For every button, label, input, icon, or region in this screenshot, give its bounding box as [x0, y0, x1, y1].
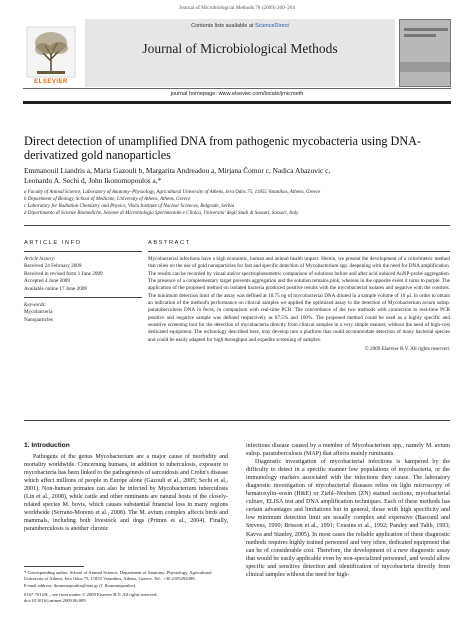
contents-line [85, 23, 395, 29]
journal-header [23, 19, 451, 87]
divider-top [24, 225, 450, 226]
affiliations [24, 189, 450, 217]
homepage-label: journal homepage: [170, 91, 217, 97]
divider-body [24, 420, 450, 421]
authors-line-2: Leonardo A. Sechi d, John Ikonomopoulos a,* [24, 176, 162, 185]
intro-paragraph-1: Pathogens of the genus Mycobacterium are a major cause of morbidity and mortality worldwide. Concerning humans, in addition to tuberculosis, exposure to mycobacteria has been linked to the pathogenesis of sarcoidosis and Crohn's disease which affect millions of people in Europe alone (Gazouli et al., 2005; Sechi et al., 2001). Non-human primates can also be infected by Mycobacterium tuberculosis (Lin et al., 2008), while cattle and other ruminants are natural hosts of the closely-related species M. bovis, which causes substantial financial loss in many regions worldwide (Serrano-Moreno et al., 2008). The M. avium complex affects birds and mammals, including both livestock and dogs (Primm et al., 2004). Finally, paratuberculosis is another chronic [24, 454, 228, 533]
abstract [148, 240, 450, 352]
homepage-url[interactable]: www.elsevier.com/locate/jmicmeth [218, 91, 304, 97]
affiliation-c: c Laboratory for Radiation Chemistry and Physics, Vinča Institute of Nuclear Sciences, Belgrade, Serbia [24, 204, 235, 209]
abstract-copyright: © 2009 Elsevier B.V. All rights reserved. [364, 346, 450, 353]
journal-homepage-bar [23, 88, 451, 104]
elsevier-tree-logo [23, 25, 79, 83]
journal-cover-thumbnail [399, 19, 451, 87]
intro-paragraph-2: Diagnostic investigation of mycobacterial infections is hampered by the difficulty to detect in a specific manner low populations of mycobacteria, or the immunology markers associated with the infections they cause. The laboratory diagnostic investigation of mycobacterial diseases relies on light microscopy of hematoxylin–eosin (H&E) or Ziehl–Neelsen (ZN) stained sections, mycobacterial culture, ELISA test and DNA amplification techniques. Each of these methods has certain advantages and limitations but in general, those with high specificity and low minimum detection limit are usually complex and expensive (Bascunil and Stevens, 1990; Brisson et al., 1991; Cousins et al., 1992; Pandey and Talib, 1993; Kavva and Stanley, 2005). In most cases the reliable application of these diagnostic methods requires highly trained personnel and very often, dedicated equipment that can be of considerable cost. Therefore, the development of a new diagnostic assay that would be easily applicable even by non-specialized personnel, and would allow specific and sensitive detection and identification of mycobacteria directly from clinical samples without the need for high- [246, 459, 450, 578]
elsevier-wordmark: ELSEVIER [34, 79, 68, 85]
keywords-heading: Keywords: [24, 302, 47, 309]
email-note: E-mail address: ikonomopoulos@aua.gr (J. Ikonomopoulos). [24, 582, 137, 588]
author-list [24, 166, 450, 186]
journal-title: Journal of Microbiological Methods [142, 41, 338, 56]
history-online: Available online 17 June 2009 [24, 285, 88, 292]
history-heading: Article history: [24, 256, 56, 262]
affiliation-a: a Faculty of Animal Science, Laboratory of Anatomy–Physiology, Agricultural University of Athens, Iera Odos 75, 11855 Votanikos, Athens, Greece [24, 190, 321, 195]
intro-paragraph-continued: infectious disease caused by a member of Mycobacterium spp., namely M. avium subsp. paratuberculosis (MAP) that affects mainly ruminants. [246, 443, 450, 458]
front-matter-note: 0167-7012/$ – see front matter © 2009 Elsevier B.V. All rights reserved. [24, 591, 158, 597]
corresponding-author-note: * Corresponding author. School of Animal Science, Department of Anatomy–Physiology, Agricultural University of Athens, Iera Odos 75, 11855 Votanikos, Athens, Greece. Tel.: +30 2105294388. [24, 570, 212, 582]
section-heading-introduction: 1. Introduction [24, 442, 70, 449]
affiliation-d: d Dipartimento di Scienze Biomediche, Sezione di Microbiologia Sperimentale e Clinica, Universita' degli Studi di Sassari, Sassari, Italy [24, 211, 299, 216]
history-accepted: Accepted 4 June 2009 [24, 278, 70, 285]
footnotes [24, 570, 228, 604]
history-received: Received 24 February 2009 [24, 263, 82, 270]
journal-header-box [85, 19, 395, 87]
article-title: Direct detection of unamplified DNA from pathogenic mycobacteria using DNA-derivatized gold nanoparticles [24, 134, 421, 162]
running-head: Journal of Microbiological Methods 78 (2009) 260–264 [178, 5, 296, 11]
history-revised: Received in revised form 1 June 2009 [24, 270, 103, 277]
doi[interactable]: doi:10.1016/j.mimet.2009.06.009 [24, 598, 86, 604]
authors-line-1: Emmanouil Liandris a, Maria Gazouli b, Margarita Andreadou a, Mirjana Čomor c, Nadica Abazovic c, [24, 166, 331, 175]
abstract-text: Mycobacterial infections have a high economic, human and animal health impact. Herein, we present the development of a colorimetric method that relies on the use of gold nanoparticles for fast and specific detection of Mycobacterium spp. deepening with the need for DNA amplification. The results can be recorded by visual and/or spectrophotometric comparison of solutions before and after acid induced AuNP-probe aggregation. The presence of a complementary target prevents aggregation and the solution remains pink, whereas in the opposite event it turns to purple. The application of the proposed method on isolated bacteria produced positive results with the mycobacterial isolates and negative with the controls. The minimum detection limit of the assay was defined at 18.75 ng of mycobacterial DNA diluted in a sample volume of 10 μl. In order to obtain an indication of the method's performance on clinical samples we applied the optimized assay to the detection of Mycobacterium avium subsp. paratuberculosis DNA in feces, in comparison with real-time PCR. The concordance of the two methods with connection to real-time PCR positive and negative sample was defined respectively as 87.5% and 100%. The proposed method could be used as a highly specific and sensitive screening tool for the detection of mycobacteria directly from clinical samples in a very simple manner, without the need of high-cost dedicated equipment. The technology described here, may develop into a platform that could accommodate detection of many bacterial species and could be easily adapted for high throughput and expedite screening of samples. [148, 256, 450, 343]
body-column-left [24, 442, 228, 533]
keyword-item: Mycobacteria [24, 309, 53, 316]
sciencedirect-link[interactable]: ScienceDirect [254, 23, 289, 29]
article-info-heading: ARTICLE INFO [24, 240, 82, 246]
body-column-right [246, 442, 450, 579]
abstract-heading: ABSTRACT [148, 240, 191, 246]
keyword-item: Nanoparticles [24, 316, 53, 323]
affiliation-b: b Department of Biology, School of Medicine, University of Athens, Athens, Greece [24, 197, 191, 202]
article-info [24, 240, 142, 324]
contents-prefix: Contents lists available at [191, 23, 254, 29]
footnote-rule [24, 566, 84, 567]
